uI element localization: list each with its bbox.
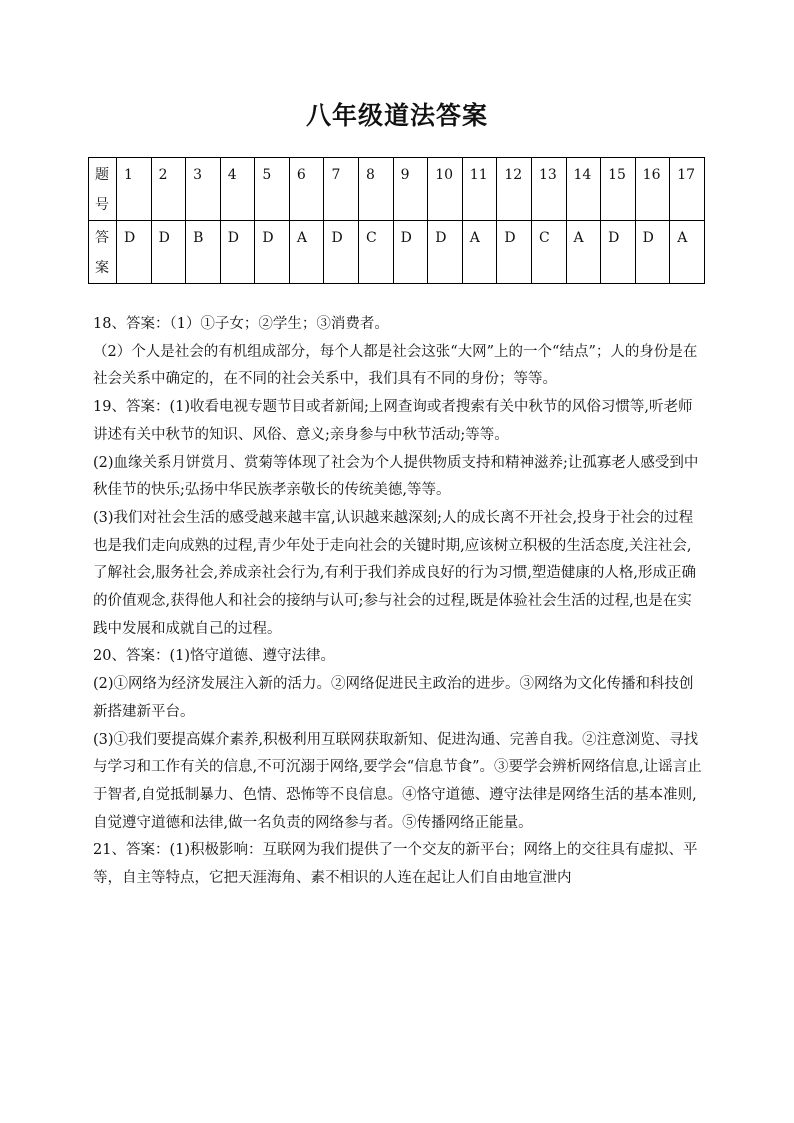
number-cell: 9 (393, 158, 428, 221)
answer-cell: D (635, 221, 670, 284)
row-label-question-number (89, 158, 117, 221)
answer-cell: D (220, 221, 255, 284)
number-cell: 7 (324, 158, 359, 221)
number-cell: 14 (566, 158, 601, 221)
answer-cell: D (601, 221, 636, 284)
row-label-text: 答案 (95, 230, 109, 276)
answer-cell: A (566, 221, 601, 284)
answer-20-part-1: 20、答案：(1)恪守道德、遵守法律。 (93, 648, 335, 665)
answer-cell: C (359, 221, 394, 284)
answer-cell: D (255, 221, 290, 284)
number-cell: 3 (186, 158, 221, 221)
answer-18-part-2: （2）个人是社会的有机组成部分，每个人都是社会这张“大网”上的一个“结点”；人的身份是在社会关系中确定的，在不同的社会关系中，我们具有不同的身份；等等。 (93, 343, 698, 388)
number-cell: 2 (151, 158, 186, 221)
answer-20-part-3: (3)①我们要提高媒介素养,积极利用互联网获取新知、促进沟通、完善自我。②注意浏览、寻找与学习和工作有关的信息,不可沉溺于网络,要学会“信息节食”。③要学会辨析网络信息,让谣言止于智者,自觉抵制暴力、色情、恐怖等不良信息。④恪守道德、遵守法律是网络生活的基本准则,自觉遵守道德和法律,做一名负责的网络参与者。⑤传播网络正能量。 (93, 731, 702, 831)
answer-19-part-1: 19、答案：(1)收看电视专题节目或者新闻;上网查询或者搜索有关中秋节的风俗习惯等,听老师讲述有关中秋节的知识、风俗、意义;亲身参与中秋节活动;等等。 (93, 399, 693, 443)
answer-explanations (93, 311, 705, 893)
answer-19-part-2: (2)血缘关系月饼赏月、赏菊等体现了社会为个人提供物质支持和精神滋养;让孤寡老人感受到中秋佳节的快乐;弘扬中华民族孝亲敬长的传统美德,等等。 (93, 454, 699, 499)
answer-cell: D (393, 221, 428, 284)
number-cell: 4 (220, 158, 255, 221)
answer-row (89, 221, 705, 284)
number-cell: 12 (497, 158, 532, 221)
row-label-answer (89, 221, 117, 284)
number-cell: 5 (255, 158, 290, 221)
answer-cell: A (462, 221, 497, 284)
number-cell: 1 (117, 158, 152, 221)
answer-table (88, 157, 705, 284)
answer-cell: A (289, 221, 324, 284)
answer-21-part-1: 21、答案：(1)积极影响：互联网为我们提供了一个交友的新平台；网络上的交往具有虚拟、平等，自主等特点，它把天涯海角、素不相识的人连在起让人们自由地宣泄内 (93, 842, 698, 887)
answer-20-part-2: (2)①网络为经济发展注入新的活力。②网络促进民主政治的进步。③网络为文化传播和科技创新搭建新平台。 (93, 676, 694, 720)
answer-cell: B (186, 221, 221, 284)
answer-18-part-1: 18、答案：（1）①子女；②学生；③消费者。 (93, 316, 389, 332)
answer-cell: D (428, 221, 463, 284)
answer-cell: D (324, 221, 359, 284)
number-cell: 17 (670, 158, 705, 221)
number-cell: 13 (531, 158, 566, 221)
answer-cell: D (497, 221, 532, 284)
answer-cell: D (117, 221, 152, 284)
answer-cell: C (531, 221, 566, 284)
number-cell: 15 (601, 158, 636, 221)
number-cell: 8 (359, 158, 394, 221)
number-cell: 11 (462, 158, 497, 221)
question-number-row (89, 158, 705, 221)
answer-19-part-3: (3)我们对社会生活的感受越来越丰富,认识越来越深刻;人的成长离不开社会,投身于社会的过程也是我们走向成熟的过程,青少年处于走向社会的关键时期,应该树立积极的生活态度,关注社会,了解社会,服务社会,养成亲社会行为,有利于我们养成良好的行为习惯,塑造健康的人格,形成正确的价值观念,获得他人和社会的接纳与认可;参与社会的过程,既是体验社会生活的过程,也是在实践中发展和成就自己的过程。 (93, 509, 697, 637)
number-cell: 10 (428, 158, 463, 221)
answer-cell: D (151, 221, 186, 284)
number-cell: 16 (635, 158, 670, 221)
row-label-text: 题号 (95, 167, 109, 213)
page-title: 八年级道法答案 (305, 101, 488, 130)
answer-cell: A (670, 221, 705, 284)
number-cell: 6 (289, 158, 324, 221)
